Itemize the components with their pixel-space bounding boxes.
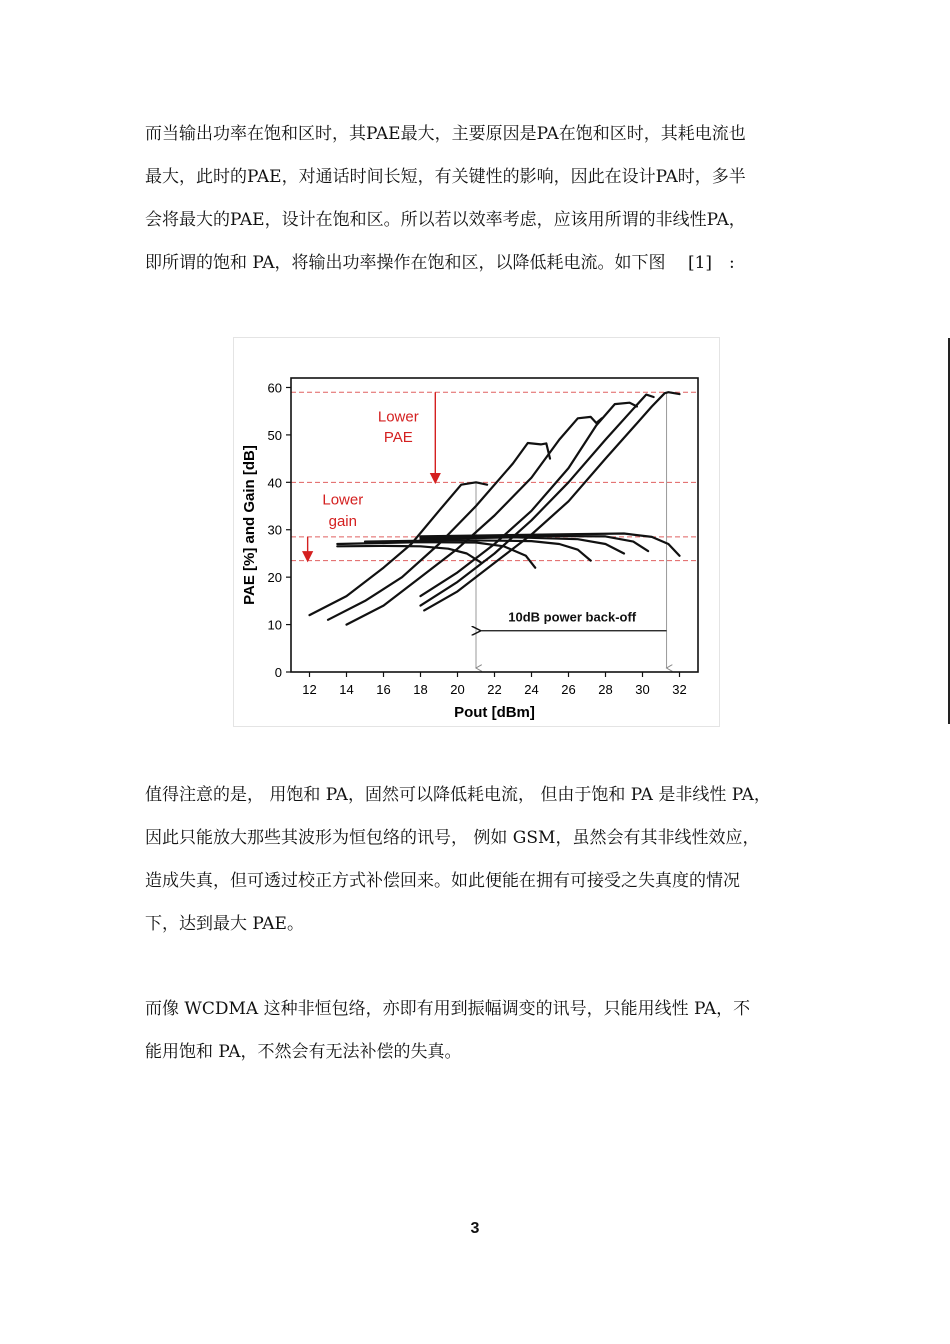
x-axis-label: Pout [dBm] — [454, 704, 535, 721]
text-line: 而当输出功率在饱和区时，其PAE最大，主要原因是PA在饱和区时，其耗电流也 — [145, 124, 746, 144]
text-line: 即所谓的饱和 PA，将输出功率操作在饱和区，以降低耗电流。如下图 [1] : — [145, 253, 735, 273]
paragraph-intro — [145, 113, 810, 285]
text-line: 造成失真，但可透过校正方式补偿回来。如此便能在拥有可接受之失真度的情况 — [145, 871, 740, 891]
text-line: 会将最大的PAE，设计在饱和区。所以若以效率考虑，应该用所谓的非线性PA， — [145, 210, 746, 230]
paragraph-saturation-note — [145, 774, 810, 946]
text-line: 下，达到最大 PAE。 — [145, 914, 304, 934]
x-tick-label: 14 — [339, 682, 354, 697]
x-tick-label: 20 — [450, 682, 465, 697]
pae-gain-chart-figure — [233, 337, 720, 727]
x-tick-label: 26 — [561, 682, 576, 697]
paragraph-wcdma — [145, 988, 810, 1074]
x-tick-label: 22 — [487, 682, 502, 697]
pae-curve — [421, 403, 637, 596]
x-tick-label: 24 — [524, 682, 539, 697]
x-tick-label: 28 — [598, 682, 613, 697]
text-line: 而像 WCDMA 这种非恒包络，亦即有用到振幅调变的讯号，只能用线性 PA，不 — [145, 999, 751, 1019]
text-line: 能用饱和 PA，不然会有无法补偿的失真。 — [145, 1042, 462, 1062]
text-line: 因此只能放大那些其波形为恒包络的讯号， 例如 GSM，虽然会有其非线性效应， — [145, 828, 760, 848]
y-axis-label: PAE [%] and Gain [dB] — [241, 445, 258, 605]
y-tick-label: 40 — [267, 475, 282, 491]
text-line: 值得注意的是， 用饱和 PA，固然可以降低耗电流， 但由于饱和 PA 是非线性 PA， — [145, 785, 771, 805]
x-tick-label: 12 — [302, 682, 317, 697]
backoff-label: 10dB power back-off — [508, 609, 637, 625]
y-tick-label: 20 — [267, 570, 282, 586]
x-tick-label: 16 — [376, 682, 391, 697]
pae-gain-chart — [234, 338, 719, 726]
lower-pae-label: Lower — [377, 408, 419, 426]
y-tick-label: 10 — [267, 617, 282, 633]
x-tick-label: 30 — [635, 682, 650, 697]
y-tick-label: 60 — [267, 380, 282, 396]
lower-gain-label: gain — [328, 512, 357, 530]
y-tick-label: 30 — [267, 522, 282, 538]
page-number: 3 — [470, 1220, 480, 1237]
y-tick-label: 0 — [274, 665, 282, 680]
x-tick-label: 32 — [672, 682, 687, 697]
text-line: 最大，此时的PAE，对通话时间长短，有关键性的影响，因此在设计PA时，多半 — [145, 167, 746, 187]
x-tick-label: 18 — [413, 682, 428, 697]
pae-curve — [347, 417, 602, 625]
y-tick-label: 50 — [267, 427, 282, 443]
lower-gain-label: Lower — [322, 491, 364, 509]
lower-pae-label: PAE — [383, 429, 413, 447]
